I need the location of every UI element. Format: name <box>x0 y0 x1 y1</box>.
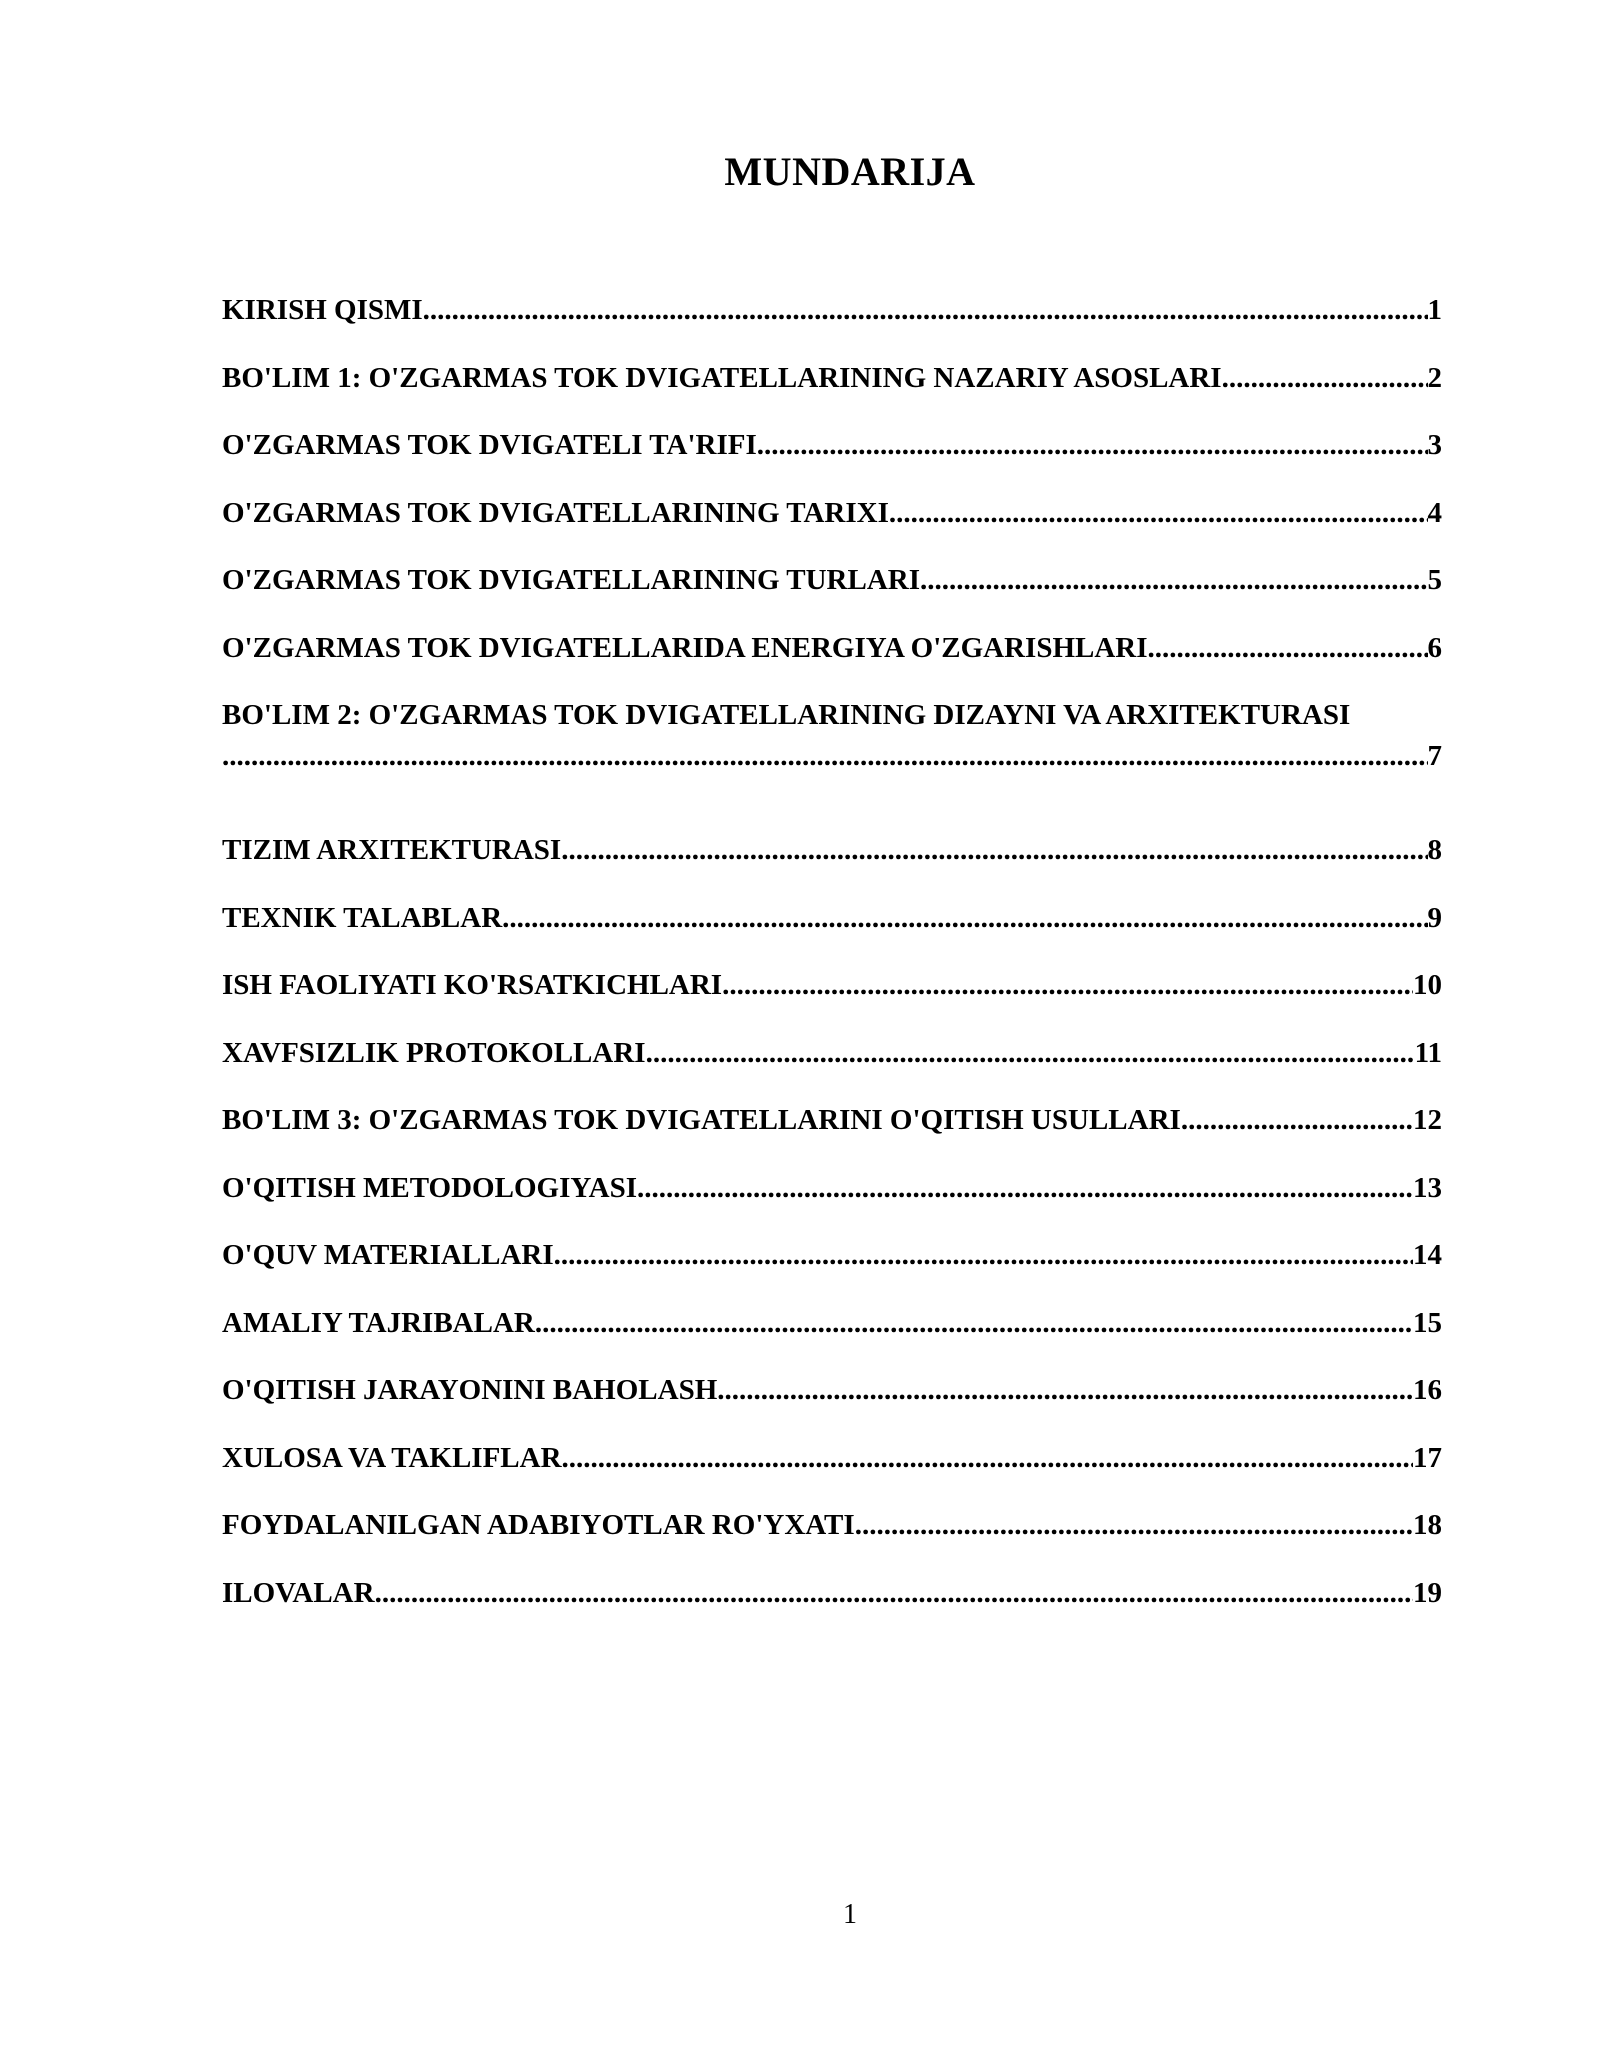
dot-leader <box>722 965 1413 1005</box>
dot-leader <box>920 560 1427 600</box>
toc-entry-label: O'QITISH JARAYONINI BAHOLASH <box>222 1374 718 1406</box>
toc-entry-label: ILOVALAR <box>222 1576 375 1609</box>
toc-entry-page: 12 <box>1413 1104 1442 1136</box>
toc-entry-continuation <box>222 736 1442 776</box>
dot-leader <box>562 1438 1413 1478</box>
dot-leader <box>855 1505 1413 1545</box>
toc-entry-label: O'QUV MATERIALLARI <box>222 1239 554 1271</box>
toc-entry[interactable] <box>222 830 1442 898</box>
toc-entry-label: O'QITISH METODOLOGIYASI <box>222 1171 637 1204</box>
toc-entry-label: ISH FAOLIYATI KO'RSATKICHLARI <box>222 969 723 1001</box>
toc-entry[interactable] <box>222 695 1442 830</box>
toc-entry-page: 9 <box>1427 901 1442 934</box>
toc-entry[interactable] <box>222 493 1442 561</box>
toc-entry-page: 6 <box>1427 631 1442 664</box>
dot-leader <box>554 1235 1413 1275</box>
dot-leader <box>717 1370 1413 1410</box>
toc-title: MUNDARIJA <box>724 149 976 194</box>
toc-entry-label: O'ZGARMAS TOK DVIGATELLARINING TARIXI <box>222 496 889 529</box>
table-of-contents <box>222 290 1442 1640</box>
toc-entry-page: 4 <box>1427 496 1442 529</box>
dot-leader <box>646 1033 1415 1073</box>
toc-entry-page: 10 <box>1413 969 1442 1001</box>
page-number: 1 <box>843 1899 857 1930</box>
toc-entry-page: 3 <box>1427 429 1442 461</box>
toc-entry-label: XAVFSIZLIK PROTOKOLLARI <box>222 1036 646 1069</box>
toc-entry[interactable] <box>222 1100 1442 1168</box>
toc-entry[interactable] <box>222 560 1442 628</box>
dot-leader <box>1181 1100 1413 1140</box>
toc-entry-label: O'ZGARMAS TOK DVIGATELLARIDA ENERGIYA O'ZGARISHLARI <box>222 631 1148 664</box>
dot-leader <box>222 736 1428 776</box>
toc-entry-label: TIZIM ARXITEKTURASI <box>222 834 562 866</box>
toc-entry-label: FOYDALANILGAN ADABIYOTLAR RO'YXATI <box>222 1509 855 1541</box>
toc-entry[interactable] <box>222 1438 1442 1506</box>
dot-leader <box>637 1168 1413 1208</box>
dot-leader <box>1148 628 1428 668</box>
toc-entry-page: 15 <box>1413 1306 1442 1339</box>
toc-entry-label: TEXNIK TALABLAR <box>222 901 503 934</box>
toc-entry-page: 19 <box>1413 1576 1442 1609</box>
toc-entry-page: 16 <box>1413 1374 1442 1406</box>
toc-entry[interactable] <box>222 1033 1442 1101</box>
dot-leader <box>889 493 1428 533</box>
toc-entry-label: O'ZGARMAS TOK DVIGATELI TA'RIFI <box>222 429 757 461</box>
toc-entry[interactable] <box>222 290 1442 358</box>
toc-entry[interactable] <box>222 628 1442 696</box>
toc-entry-page: 17 <box>1413 1441 1442 1474</box>
toc-entry-label: O'ZGARMAS TOK DVIGATELLARINING TURLARI <box>222 564 921 596</box>
toc-entry-page: 5 <box>1427 564 1442 596</box>
toc-entry-label: AMALIY TAJRIBALAR <box>222 1306 535 1339</box>
toc-entry-page: 7 <box>1427 740 1442 772</box>
dot-leader <box>502 898 1427 938</box>
dot-leader <box>1222 358 1428 398</box>
toc-entry[interactable] <box>222 425 1442 493</box>
toc-entry[interactable] <box>222 1370 1442 1438</box>
toc-entry[interactable] <box>222 1235 1442 1303</box>
toc-entry[interactable] <box>222 358 1442 426</box>
dot-leader <box>757 425 1428 465</box>
dot-leader <box>535 1303 1413 1343</box>
dot-leader <box>375 1573 1413 1613</box>
toc-entry-page: 11 <box>1414 1036 1442 1069</box>
toc-entry[interactable] <box>222 1168 1442 1236</box>
toc-entry-page: 8 <box>1427 834 1442 866</box>
toc-entry[interactable] <box>222 965 1442 1033</box>
dot-leader <box>423 290 1428 330</box>
toc-entry-label: KIRISH QISMI <box>222 294 423 326</box>
toc-entry[interactable] <box>222 898 1442 966</box>
toc-entry-label: BO'LIM 2: O'ZGARMAS TOK DVIGATELLARINING DIZAYNI VA ARXITEKTURASI <box>222 699 1351 731</box>
toc-entry-page: 14 <box>1413 1239 1442 1271</box>
toc-entry-page: 2 <box>1427 361 1442 394</box>
toc-entry-label: BO'LIM 1: O'ZGARMAS TOK DVIGATELLARINING NAZARIY ASOSLARI <box>222 361 1222 394</box>
toc-entry[interactable] <box>222 1505 1442 1573</box>
toc-entry-page: 13 <box>1413 1171 1442 1204</box>
toc-entry[interactable] <box>222 1573 1442 1641</box>
dot-leader <box>561 830 1427 870</box>
toc-entry-page: 18 <box>1413 1509 1442 1541</box>
toc-entry-label: XULOSA VA TAKLIFLAR <box>222 1441 562 1474</box>
toc-entry[interactable] <box>222 1303 1442 1371</box>
toc-entry-label: BO'LIM 3: O'ZGARMAS TOK DVIGATELLARINI O'QITISH USULLARI <box>222 1104 1181 1136</box>
toc-entry-page: 1 <box>1427 294 1442 326</box>
